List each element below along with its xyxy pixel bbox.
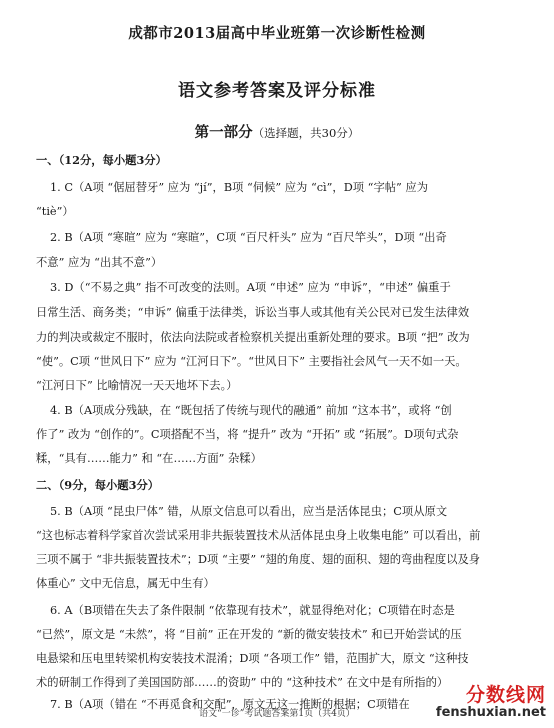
answer-line: 4. B（A项成分残缺，在 “既包括了传统与现代的融通” 前加 “这本书”，或将 “创 [50,404,452,417]
answer-line: 3. D（“不易之典” 指不可改变的法则。A项 “申述” 应为 “申诉”，“申述” 偏重于 [50,281,451,294]
answer-line: “tiè”） [36,205,74,218]
part-title: 第一部分 [194,124,253,141]
answer-line: 7. B（A项（错在 “不再觅食和交配”，原文无这一推断的根据；C项错在 [50,698,410,711]
answer-line: 术的研制工作得到了美国国防部……的资助” 中的 “这种技术” 在文中是有所指的） [36,676,449,689]
answer-line: 6. A（B项错在失去了条件限制 “依靠现有技术”，就显得绝对化；C项错在时态是 [50,604,455,617]
answer-line: 三项不属于 “非共振装置技术”；D项 “主要” “翅的角度、翅的面积、翅的弯曲程度以及身 [36,553,481,566]
answer-line: 作了” 改为 “创作的”。C项搭配不当，将 “提升” 改为 “开拓” 或 “拓展”。D项句式杂 [36,428,459,441]
answer-line: 日常生活、商务类；“申诉” 偏重于法律类，诉讼当事人或其他有关公民对已发生法律效 [36,306,470,319]
answer-line: 力的判决或裁定不服时，依法向法院或者检察机关提出重新处理的要求。B项 “把” 改为 [36,331,470,344]
watermark-url: fenshuxian.net [435,705,546,720]
part-note: （选择题，共30分） [252,126,360,140]
answer-line: 1. C（A项 “倨屈替牙” 应为 “jí”，B项 “伺候” 应为 “cì”，D项 “字帖” 应为 [50,181,429,194]
answer-line: 2. B（A项 “寒暄” 应为 “寒暄”，C项 “百尺杆头” 应为 “百尺竿头”，D项 “出奇 [50,231,447,244]
section-heading-2: 二、（9分，每小题3分） [36,478,160,492]
answer-line: 不意” 应为 “出其不意”） [36,256,163,269]
page-footer: 语文“一诊”考试题答案第1页（共4页） [199,709,355,719]
answer-line: 电悬梁和压电里转梁机构安装技术混淆；D项 “各项工作” 错，范围扩大，原文 “这种技 [36,652,469,665]
answer-line: “使”。C项 “世风日下” 应为 “江河日下”。“世风日下” 主要指社会风气一天不如一天。 [36,355,467,368]
watermark-brand: 分数线网 [465,684,546,706]
answer-line: 糅，“具有……能力” 和 “在……方面” 杂糅） [36,452,262,465]
exam-title: 成都市2013届高中毕业班第一次诊断性检测 [128,25,426,42]
answer-line: 5. B（A项 “昆虫尸体” 错，从原文信息可以看出，应当是活体昆虫；C项从原文 [50,505,448,518]
answer-line: 体重心” 文中无信息，属无中生有） [36,577,215,590]
site-watermark [436,680,546,720]
answer-line: “已然”，原文是 “未然”，将 “目前” 正在开发的 “新的微安装技术” 和已开始尝试的压 [36,628,462,641]
answer-line: “这也标志着科学家首次尝试采用非共振装置技术从活体昆虫身上收集电能” 可以看出，前 [36,529,481,542]
section-heading-1: 一、（12分，每小题3分） [36,153,167,167]
answer-line: “江河日下” 比喻情况一天天地坏下去。） [36,379,238,392]
part-heading [0,121,554,142]
document-title: 语文参考答案及评分标准 [178,81,376,101]
